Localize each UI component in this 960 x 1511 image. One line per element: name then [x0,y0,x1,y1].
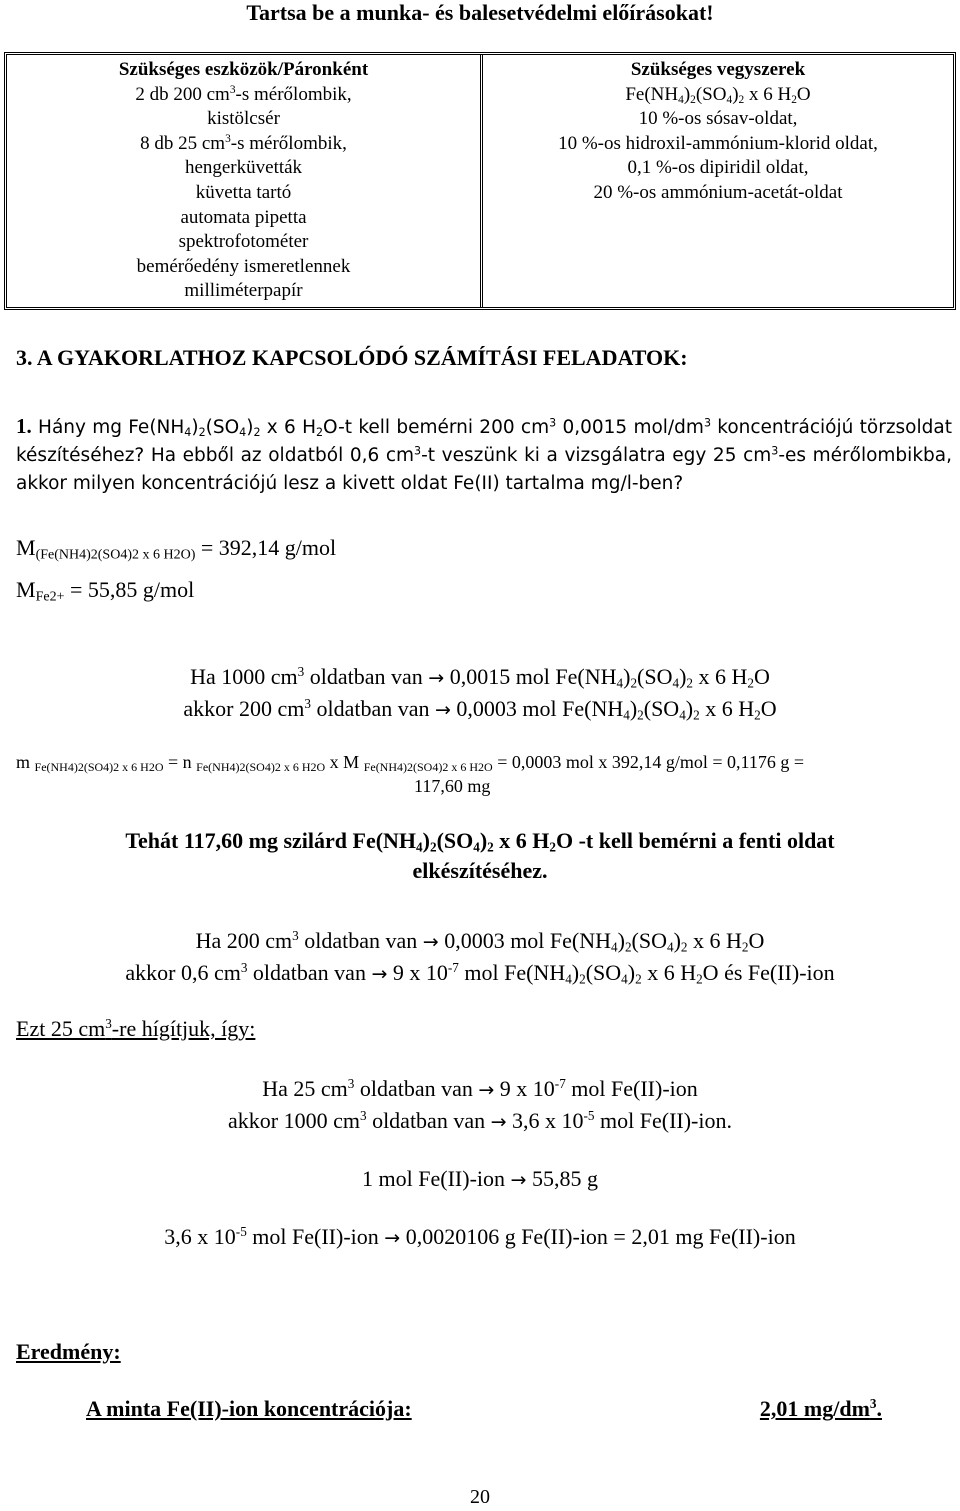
task-text: 1. Hány mg $Fe(NH_4)_2(SO_4)_2$ x 6 $H_2O-t$ kell bemérni 200 $cm^3$ 0,0015 mol/$dm^3$ koncentrációjú törzsoldat készítéséhez? Ha ebből az oldatból 0,6 $cm^3-t$ veszünk ki a vizsgálatra egy 25 $cm^3-es$ mérőlombikba, akkor milyen koncentrációjú lesz a kivett oldat Fe(II) tartalma mg/l-ben? [16,414,952,494]
tool-item: automata pipetta [180,206,307,228]
reagent-item: 0,1 %-os dipiridil oldat, [627,157,809,179]
mass-result: 117,60 mg [414,776,491,796]
conclusion-line2: elkészítéséhez. [412,858,548,883]
result-value: 2,01 $mg/dm^3$. [759,1396,882,1421]
conclusion-line1: Tehát 117,60 mg szilárd $Fe(NH_4)_2(SO_4)_2$ x 6 $H_2O$ -t kell bemérni a fenti oldat [125,828,835,855]
result-heading: Eredmény: [16,1339,121,1364]
calc1-line2: akkor 200 $cm^3$ oldatban van → 0,0003 mol $Fe(NH_4)_2(SO_4)_2$ x 6 $H_2O$ [183,696,777,723]
result-label: A minta Fe(II)-ion koncentrációja: [86,1396,412,1421]
arrow-icon: → [371,963,388,985]
reagent-item: 10 %-os hidroxil-ammónium-klorid oldat, [558,132,878,154]
page-number: 20 [470,1486,490,1508]
molar-mass-iron: $M_{Fe2+} = 55,85$ g/mol [16,577,195,605]
dilution-note: Ezt 25 $cm^3-re$ hígítjuk, így: [16,1016,256,1041]
calc2-line2: akkor 0,6 $cm^3$ oldatban van → 9 x $10^{-7}$ mol $Fe(NH_4)_2(SO_4)_2$ x 6 $H_2O$ és Fe(II)-ion [125,960,835,987]
arrow-icon: → [434,699,451,721]
tool-item: küvetta tartó [195,181,292,203]
result-line [86,1396,882,1422]
calc5-line: 3,6 x $10^{-5}$ mol Fe(II)-ion → 0,0020106 g Fe(II)-ion = 2,01 mg Fe(II)-ion [164,1224,796,1249]
arrow-icon: → [478,1079,495,1101]
tool-item: spektrofotométer [178,231,309,253]
calc3-line1: Ha 25 $cm^3$ oldatban van → 9 x $10^{-7}$ mol Fe(II)-ion [262,1076,698,1101]
reagents-column [483,55,953,307]
arrow-icon: → [490,1111,507,1133]
tool-item: bemérőedény ismeretlennek [136,255,351,277]
reagent-item: 10 %-os sósav-oldat, [638,108,798,130]
reagent-item: 20 %-os ammónium-acetát-oldat [593,181,843,203]
tool-item: 8 db 25 $cm^3-s$ mérőlombik, [140,132,347,154]
tools-column [7,55,483,307]
section-title: 3. A GYAKORLATHOZ KAPCSOLÓDÓ SZÁMÍTÁSI FELADATOK: [16,345,688,370]
tool-item: hengerküvetták [184,157,303,179]
molar-mass-salt: $M_{(Fe(NH4)2(SO4)2 x 6 H2O)} = 392,14$ g/mol [16,535,337,563]
mass-equation: m $_{Fe(NH4)2(SO4)2 x 6 H2O}$ = n $_{Fe(NH4)2(SO4)2 x 6 H2O}$ x M $_{Fe(NH4)2(SO4)2 x 6 H2O}$ = 0,0003 mol x 392,14 g/mol = 0,1176 g = [16,752,804,774]
arrow-icon: → [384,1227,401,1249]
safety-notice: Tartsa be a munka- és balesetvédelmi előírásokat! [246,0,714,25]
requirements-table [4,52,956,310]
arrow-icon: → [428,667,445,689]
arrow-icon: → [422,931,439,953]
calc2-line1: Ha 200 $cm^3$ oldatban van → 0,0003 mol $Fe(NH_4)_2(SO_4)_2$ x 6 $H_2O$ [195,928,765,955]
tool-item: 2 db 200 $cm^3-s$ mérőlombik, [135,83,352,105]
calc4-line: 1 mol Fe(II)-ion → 55,85 g [362,1166,598,1191]
calc3-line2: akkor 1000 $cm^3$ oldatban van → 3,6 x $10^{-5}$ mol Fe(II)-ion. [228,1108,732,1133]
tools-header: Szükséges eszközök/Páronként [118,59,369,80]
tool-item: kistölcsér [207,108,280,130]
reagent-item: $Fe(NH_4)_2(SO_4)_2$ x 6 $H_2O$ [625,83,811,106]
reagents-header: Szükséges vegyszerek [630,59,806,80]
calc1-line1: Ha 1000 $cm^3$ oldatban van → 0,0015 mol $Fe(NH_4)_2(SO_4)_2$ x 6 $H_2O$ [190,664,770,691]
tool-item: milliméterpapír [184,280,303,302]
arrow-icon: → [510,1169,527,1191]
